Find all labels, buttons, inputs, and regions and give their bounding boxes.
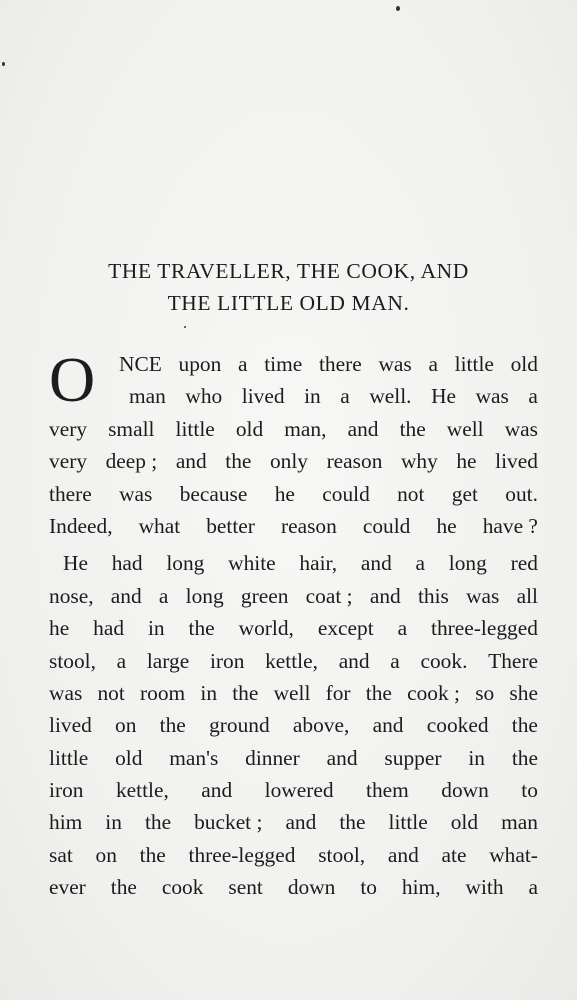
word: lived bbox=[241, 384, 285, 409]
word: three-legged bbox=[188, 842, 296, 867]
word: a bbox=[528, 875, 538, 900]
word: coat ; bbox=[305, 583, 353, 608]
word: above, bbox=[292, 713, 350, 738]
word: and bbox=[285, 810, 317, 835]
story-text bbox=[49, 344, 538, 904]
word: old bbox=[450, 810, 479, 835]
word: was bbox=[378, 352, 412, 376]
text-line bbox=[49, 348, 538, 380]
word: long bbox=[166, 551, 205, 576]
word: Indeed, bbox=[49, 513, 113, 538]
word: lived bbox=[49, 713, 92, 738]
word: get bbox=[451, 481, 478, 506]
word: He bbox=[431, 384, 457, 409]
text-line bbox=[49, 871, 538, 903]
word: upon bbox=[178, 352, 222, 376]
word: what bbox=[138, 513, 181, 538]
text-line bbox=[49, 580, 538, 612]
word: man bbox=[129, 384, 166, 409]
word: and bbox=[372, 713, 404, 738]
word: the bbox=[339, 810, 366, 835]
word: and bbox=[369, 583, 401, 608]
text-line bbox=[49, 677, 538, 709]
word: all bbox=[516, 583, 538, 608]
text-line bbox=[49, 510, 538, 542]
word: the bbox=[188, 616, 215, 641]
word: she bbox=[509, 680, 538, 705]
word: stool, bbox=[49, 648, 96, 673]
word: ever bbox=[49, 875, 86, 900]
word: little bbox=[388, 810, 428, 835]
word: ate bbox=[441, 842, 467, 867]
word: the bbox=[110, 875, 137, 900]
word: green bbox=[240, 583, 289, 608]
word: a bbox=[528, 384, 538, 409]
word: so bbox=[475, 680, 495, 705]
word: lived bbox=[495, 449, 538, 474]
word: and bbox=[201, 778, 233, 803]
word: and bbox=[338, 648, 370, 673]
word: the bbox=[144, 810, 172, 835]
word: could bbox=[322, 481, 370, 506]
word: sent bbox=[228, 875, 263, 900]
word: in bbox=[304, 384, 321, 409]
word: and bbox=[360, 551, 392, 576]
word: cooked bbox=[426, 713, 489, 738]
word: large bbox=[146, 648, 190, 673]
chapter-title bbox=[0, 255, 577, 319]
text-line bbox=[49, 742, 538, 774]
word: was bbox=[504, 416, 538, 441]
word: iron bbox=[209, 648, 245, 673]
word: well bbox=[446, 416, 484, 441]
word: very bbox=[49, 449, 88, 474]
text-line bbox=[49, 645, 538, 677]
word: man bbox=[501, 810, 538, 835]
text-line bbox=[49, 709, 538, 741]
word: the bbox=[399, 416, 426, 441]
word: and bbox=[175, 449, 207, 474]
word: he bbox=[274, 481, 295, 506]
word: was bbox=[466, 583, 500, 608]
word: down bbox=[287, 875, 336, 900]
word: him bbox=[49, 810, 83, 835]
word: very bbox=[49, 416, 88, 441]
word: reason bbox=[326, 449, 383, 474]
word: the bbox=[365, 680, 392, 705]
word: there bbox=[49, 481, 92, 506]
word: only bbox=[269, 449, 308, 474]
word: world, bbox=[238, 616, 294, 641]
word: and bbox=[326, 745, 358, 770]
word: NCE bbox=[119, 352, 162, 376]
word: red bbox=[510, 551, 538, 576]
word: a bbox=[238, 352, 248, 376]
ink-speck bbox=[2, 62, 5, 66]
word: him, bbox=[401, 875, 441, 900]
ink-speck bbox=[396, 6, 400, 11]
word: ground bbox=[209, 713, 270, 738]
word: for bbox=[325, 680, 351, 705]
word: small bbox=[108, 416, 155, 441]
word: a bbox=[428, 352, 438, 376]
word: the bbox=[139, 842, 166, 867]
word: to bbox=[360, 875, 377, 900]
word: except bbox=[317, 616, 374, 641]
word: and bbox=[110, 583, 142, 608]
word: not bbox=[397, 481, 425, 506]
word: hair, bbox=[299, 551, 338, 576]
word: and bbox=[387, 842, 419, 867]
word: the bbox=[225, 449, 252, 474]
word: on bbox=[95, 842, 117, 867]
word: with bbox=[465, 875, 504, 900]
word: not bbox=[97, 680, 125, 705]
word: down bbox=[441, 778, 489, 803]
word: sat bbox=[49, 842, 73, 867]
word: man, bbox=[284, 416, 327, 441]
word: three-legged bbox=[431, 616, 538, 641]
word: the bbox=[511, 713, 538, 738]
word: deep ; bbox=[105, 449, 158, 474]
word: who bbox=[185, 384, 223, 409]
word: reason bbox=[280, 513, 337, 538]
paragraph-2 bbox=[49, 547, 538, 903]
text-line bbox=[49, 547, 538, 579]
word: he bbox=[436, 513, 457, 538]
word: better bbox=[206, 513, 255, 538]
word: this bbox=[417, 583, 449, 608]
text-line bbox=[49, 839, 538, 871]
word: nose, bbox=[49, 583, 94, 608]
word: kettle, bbox=[265, 648, 318, 673]
word: on bbox=[115, 713, 137, 738]
word: what- bbox=[489, 842, 538, 867]
text-line bbox=[49, 413, 538, 445]
word: a bbox=[415, 551, 426, 576]
word: them bbox=[366, 778, 409, 803]
word: dinner bbox=[245, 745, 300, 770]
word: in bbox=[468, 745, 485, 770]
word: a bbox=[116, 648, 127, 673]
word: old bbox=[510, 352, 538, 376]
paragraph-1 bbox=[49, 344, 538, 542]
word: in bbox=[105, 810, 122, 835]
word: little bbox=[49, 745, 89, 770]
text-line bbox=[49, 806, 538, 838]
word: a bbox=[390, 648, 400, 673]
word: had bbox=[111, 551, 143, 576]
word: stool, bbox=[318, 842, 366, 867]
word: iron bbox=[49, 778, 84, 803]
word: long bbox=[185, 583, 224, 608]
ink-speck bbox=[184, 326, 186, 328]
word: the bbox=[511, 745, 538, 770]
drop-cap: O bbox=[49, 344, 96, 415]
word: well bbox=[273, 680, 311, 705]
word: little bbox=[454, 352, 494, 376]
word: in bbox=[147, 616, 165, 641]
word: why bbox=[400, 449, 438, 474]
text-line bbox=[49, 774, 538, 806]
word: cook. bbox=[420, 648, 468, 673]
word: because bbox=[179, 481, 248, 506]
word: cook bbox=[161, 875, 204, 900]
word: he bbox=[456, 449, 477, 474]
word: was bbox=[119, 481, 153, 506]
word: kettle, bbox=[115, 778, 169, 803]
text-line bbox=[49, 478, 538, 510]
text-line bbox=[49, 612, 538, 644]
word: in bbox=[200, 680, 218, 705]
word: cook ; bbox=[407, 680, 460, 705]
word: well. bbox=[369, 384, 412, 409]
word: old bbox=[115, 745, 143, 770]
word: a bbox=[340, 384, 350, 409]
word: long bbox=[448, 551, 487, 576]
word: to bbox=[521, 778, 538, 803]
word: little bbox=[175, 416, 215, 441]
word: He bbox=[63, 551, 88, 576]
word: have ? bbox=[482, 513, 538, 538]
word: supper bbox=[384, 745, 442, 770]
word: lowered bbox=[264, 778, 334, 803]
word: had bbox=[93, 616, 125, 641]
word: There bbox=[488, 648, 538, 673]
word: old bbox=[235, 416, 264, 441]
word: there bbox=[318, 352, 362, 376]
chapter-title-line-1: THE TRAVELLER, THE COOK, AND bbox=[108, 259, 469, 283]
word: out. bbox=[505, 481, 538, 506]
word: and bbox=[347, 416, 379, 441]
text-line bbox=[49, 445, 538, 477]
chapter-title-line-2: THE LITTLE OLD MAN. bbox=[167, 291, 410, 315]
word: white bbox=[228, 551, 276, 576]
word: he bbox=[49, 616, 70, 641]
word: the bbox=[232, 680, 259, 705]
word: a bbox=[158, 583, 169, 608]
word: could bbox=[362, 513, 411, 538]
word: room bbox=[140, 680, 186, 705]
word: time bbox=[264, 352, 303, 376]
word: a bbox=[397, 616, 408, 641]
word: was bbox=[49, 680, 83, 705]
text-line bbox=[49, 380, 538, 412]
word: man's bbox=[169, 745, 219, 770]
word: was bbox=[475, 384, 509, 409]
word: bucket ; bbox=[194, 810, 263, 835]
word: the bbox=[159, 713, 186, 738]
